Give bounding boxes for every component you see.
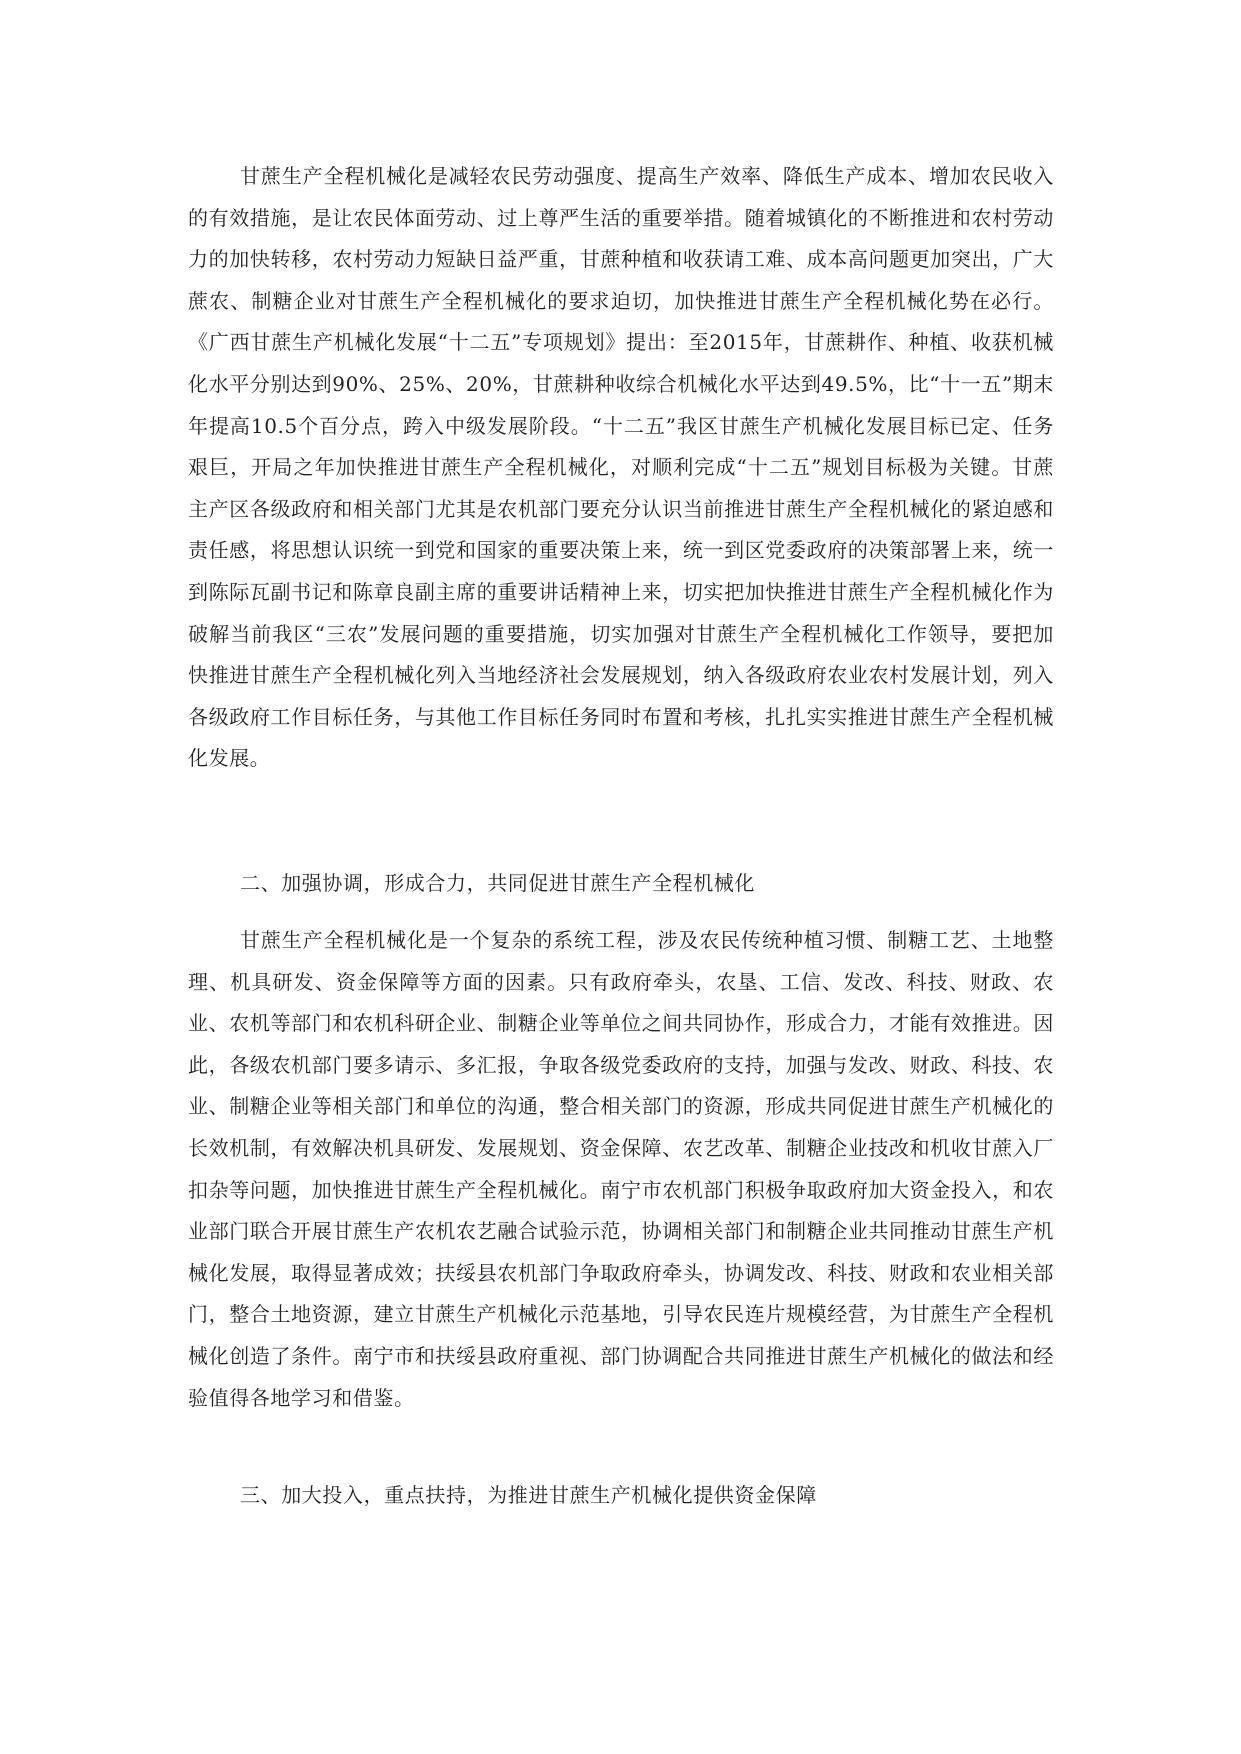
section-heading: 二、加强协调，形成合力，共同促进甘蔗生产全程机械化 bbox=[240, 871, 755, 895]
body-paragraph: 甘蔗生产全程机械化是减轻农民劳动强度、提高生产效率、降低生产成本、增加农民收入的有效措施，是让农民体面劳动、过上尊严生活的重要举措。随着城镇化的不断推进和农村劳动力的加快转移，农村劳动力短缺日益严重，甘蔗种植和收获请工难、成本高问题更加突出，广大蔗农、制糖企业对甘蔗生产全程机械化的要求迫切，加快推进甘蔗生产全程机械化势在必行。《广西甘蔗生产机械化发展“十二五”专项规划》提出：至2015年，甘蔗耕作、种植、收获机械化水平分别达到90%、25%、20%，甘蔗耕种收综合机械化水平达到49.5%，比“十一五”期末年提高10.5个百分点，跨入中级发展阶段。“十二五”我区甘蔗生产机械化发展目标已定、任务艰巨，开局之年加快推进甘蔗生产全程机械化，对顺利完成“十二五”规划目标极为关键。甘蔗主产区各级政府和相关部门尤其是农机部门要充分认识当前推进甘蔗生产全程机械化的紧迫感和责任感，将思想认识统一到党和国家的重要决策上来，统一到区党委政府的决策部署上来，统一到陈际瓦副书记和陈章良副主席的重要讲话精神上来，切实把加快推进甘蔗生产全程机械化作为破解当前我区“三农”发展问题的重要措施，切实加强对甘蔗生产全程机械化工作领导，要把加快推进甘蔗生产全程机械化列入当地经济社会发展规划，纳入各级政府农业农村发展计划，列入各级政府工作目标任务，与其他工作目标任务同时布置和考核，扎扎实实推进甘蔗生产全程机械化发展。 bbox=[188, 164, 1054, 771]
body-paragraph: 甘蔗生产全程机械化是一个复杂的系统工程，涉及农民传统种植习惯、制糖工艺、土地整理、机具研发、资金保障等方面的因素。只有政府牵头，农垦、工信、发改、科技、财政、农业、农机等部门和农机科研企业、制糖企业等单位之间共同协作，形成合力，才能有效推进。因此，各级农机部门要多请示、多汇报，争取各级党委政府的支持，加强与发改、财政、科技、农业、制糖企业等相关部门和单位的沟通，整合相关部门的资源，形成共同促进甘蔗生产机械化的长效机制，有效解决机具研发、发展规划、资金保障、农艺改革、制糖企业技改和机收甘蔗入厂扣杂等问题，加快推进甘蔗生产全程机械化。南宁市农机部门积极争取政府加大资金投入，和农业部门联合开展甘蔗生产农机农艺融合试验示范，协调相关部门和制糖企业共同推动甘蔗生产机械化发展，取得显著成效；扶绥县农机部门争取政府牵头，协调发改、科技、财政和农业相关部门，整合土地资源，建立甘蔗生产机械化示范基地，引导农民连片规模经营，为甘蔗生产全程机械化创造了条件。南宁市和扶绥县政府重视、部门协调配合共同推进甘蔗生产机械化的做法和经验值得各地学习和借鉴。 bbox=[188, 928, 1054, 1410]
section-heading: 三、加大投入，重点扶持，为推进甘蔗生产机械化提供资金保障 bbox=[240, 1483, 817, 1507]
